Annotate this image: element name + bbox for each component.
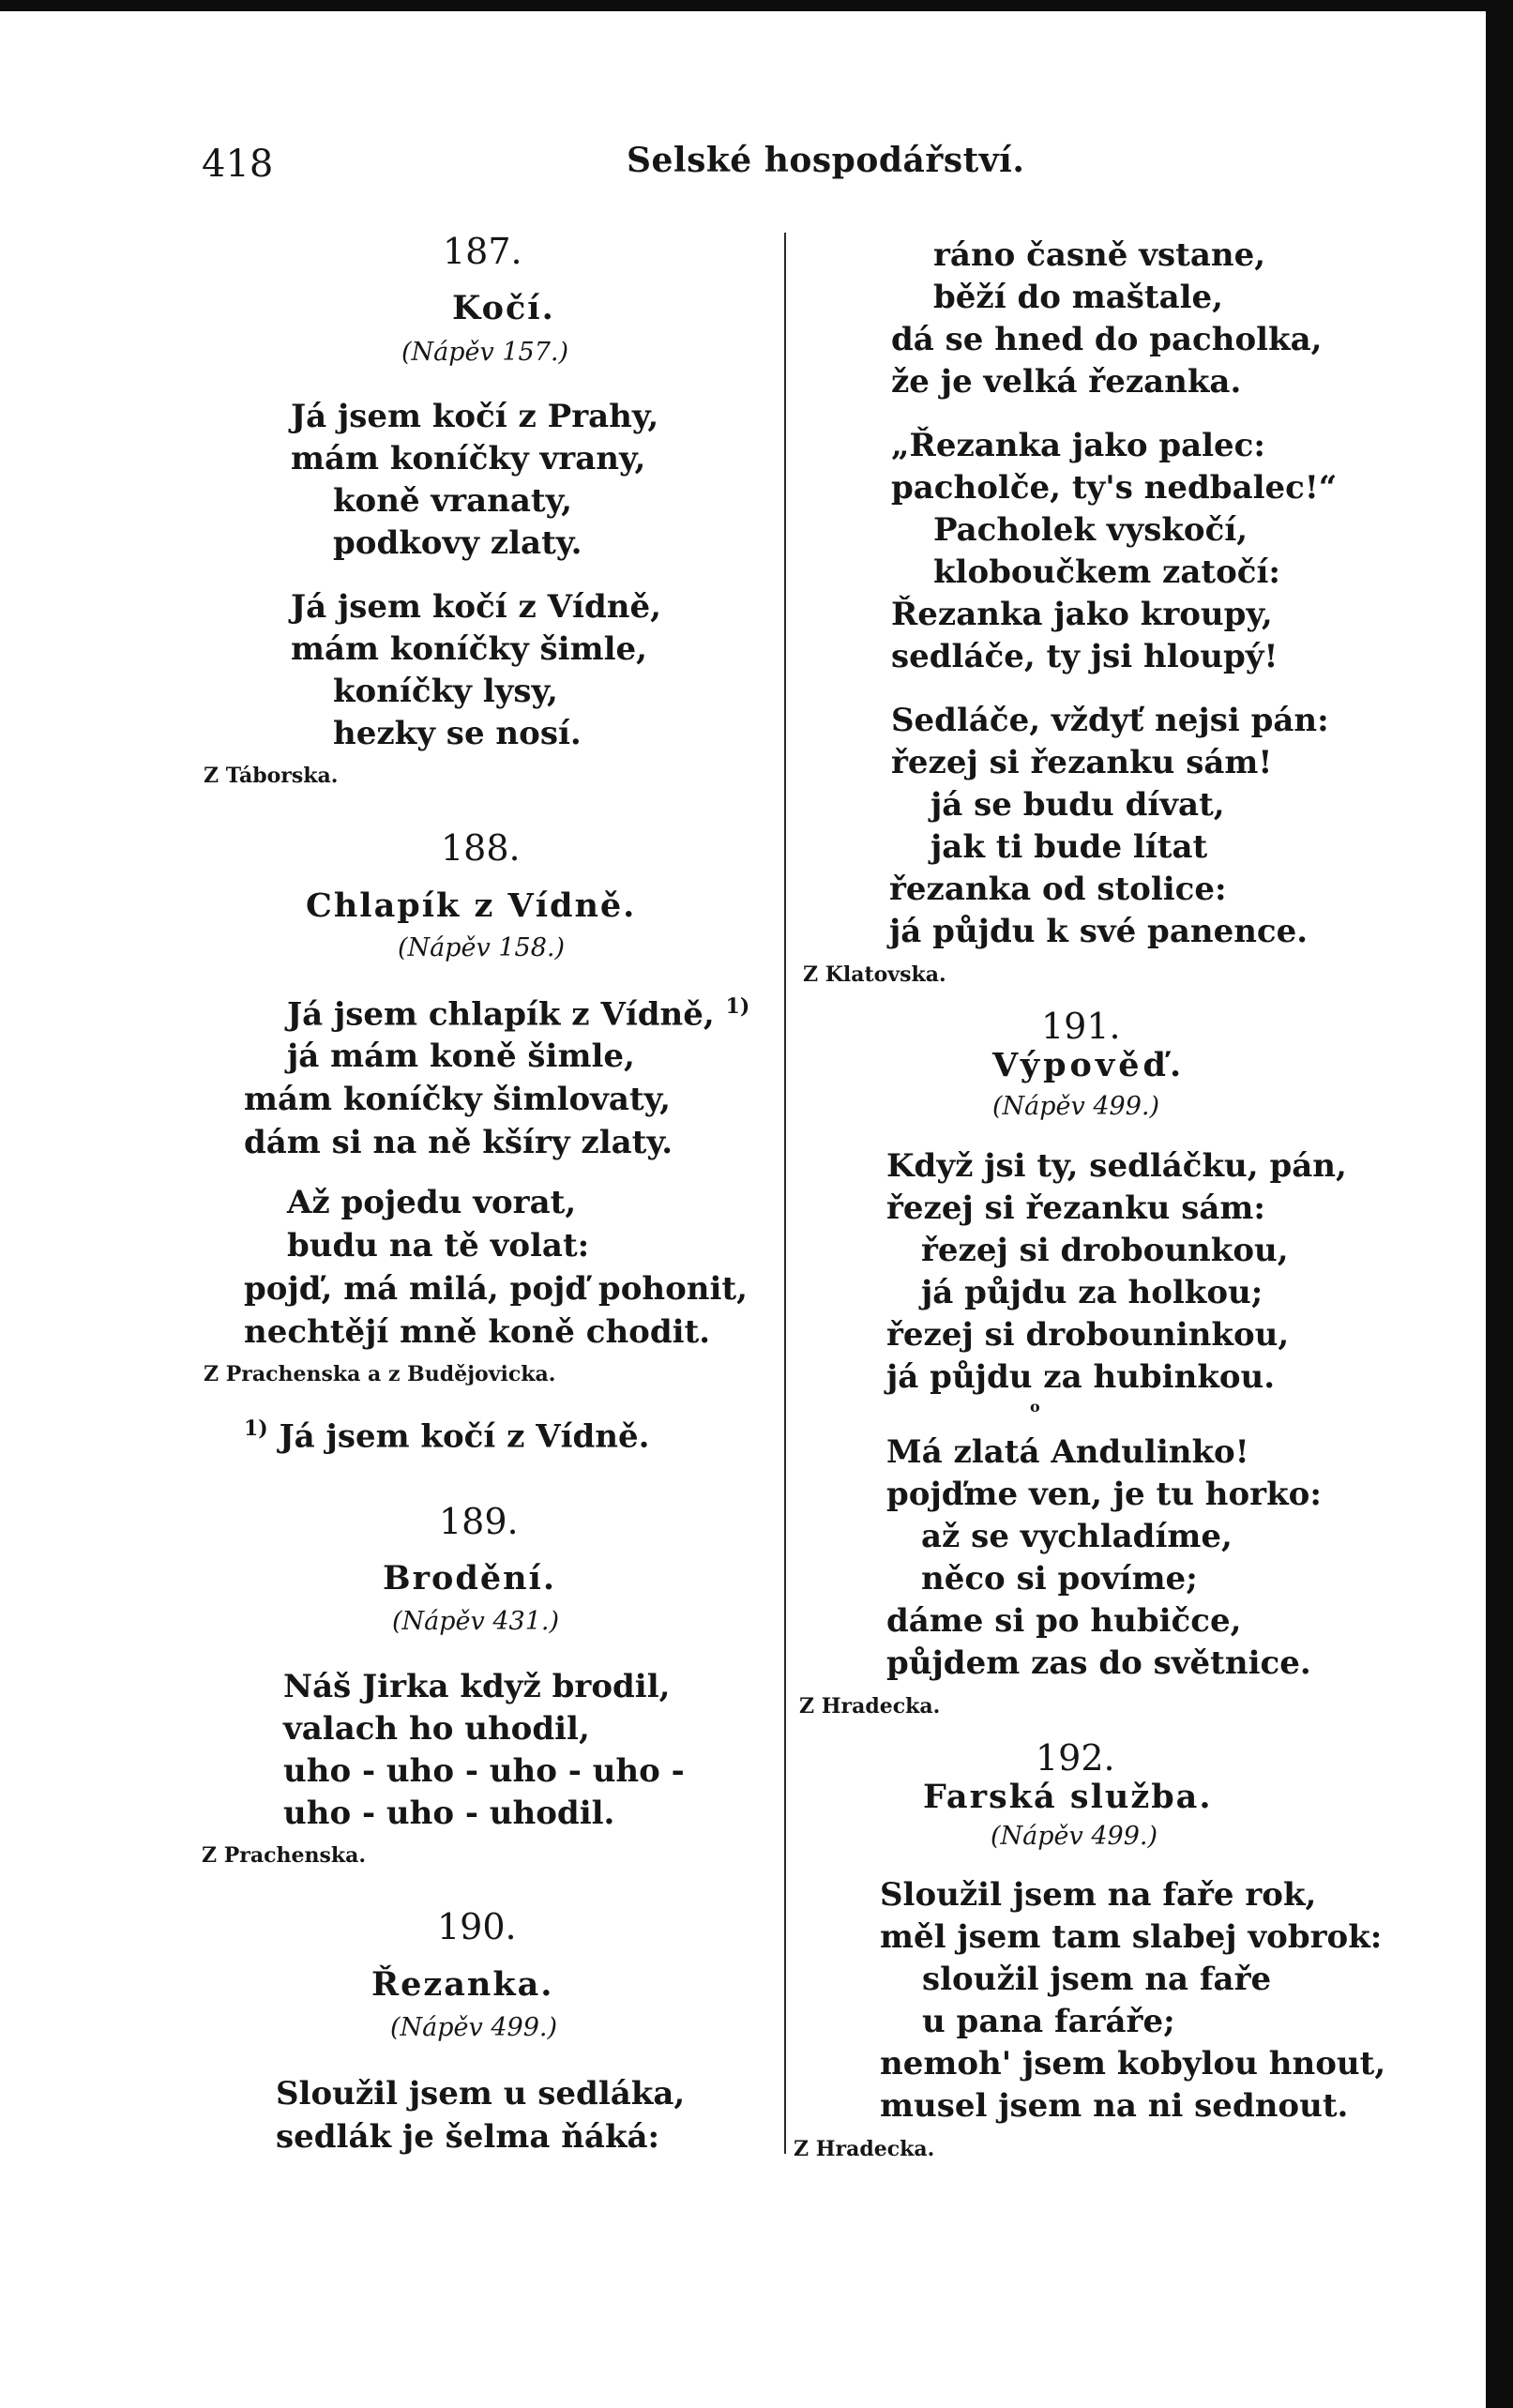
verse-line: koně vranaty, [333,482,572,520]
verse-line: podkovy zlaty. [333,524,583,562]
verse-line: valach ho uhodil, [283,1710,590,1748]
song-number: 189. [439,1501,519,1542]
verse-line: jak ti bude lítat [930,828,1208,866]
verse-line: Až pojedu vorat, [287,1184,577,1221]
verse-line: budu na tě volat: [287,1227,590,1265]
verse-line: mám koníčky vrany, [291,440,646,477]
verse-line: Náš Jirka když brodil, [283,1668,671,1705]
melody-reference: (Nápěv 499.) [991,1822,1158,1851]
verse-line: ráno časně vstane, [933,236,1266,274]
scan-border-right [1486,0,1513,2408]
verse-line: Sloužil jsem na faře rok, [880,1876,1317,1914]
verse-line: dá se hned do pacholka, [891,321,1323,358]
page-number: 418 [202,143,274,186]
verse-line: sloužil jsem na faře [922,1961,1272,1998]
song-title: Farská služba. [923,1778,1213,1816]
verse-line: musel jsem na ni sednout. [880,2087,1349,2125]
verse-line: až se vychladíme, [921,1518,1233,1555]
verse-line: půjdem zas do světnice. [886,1644,1311,1682]
verse-line: řezej si drobouninkou, [886,1316,1290,1354]
song-number: 191. [1041,1006,1121,1047]
verse-line: Sedláče, vždyť nejsi pán: [891,702,1329,739]
verse-line: řezej si drobounkou, [921,1232,1289,1269]
footnote-text: Já jsem kočí z Vídně. [279,1417,650,1456]
verse-line: řezej si řezanku sám! [891,744,1273,781]
verse-line: pojď, má milá, pojď pohonit, [244,1270,748,1308]
verse-line: Pacholek vyskočí, [933,511,1248,549]
verse-line: Řezanka jako kroupy, [891,596,1273,633]
origin-region: Z Prachenska. [202,1843,367,1868]
scan-border-top [0,0,1513,11]
melody-reference: (Nápěv 158.) [398,933,566,962]
song-number: 192. [1036,1737,1115,1779]
melody-reference: (Nápěv 499.) [390,2013,558,2042]
verse-text: Já jsem chlapík z Vídně, [287,995,715,1034]
song-title: Řezanka. [371,1965,554,2004]
verse-line: nechtějí mně koně chodit. [244,1313,711,1351]
verse-line: já půjdu za holkou; [921,1274,1263,1311]
verse-line: dám si na ně kšíry zlaty. [244,1124,673,1161]
running-title: Selské hospodářství. [627,141,1025,180]
verse-line: mám koníčky šimle, [291,630,647,668]
song-title: Brodění. [383,1559,557,1598]
verse-line: já mám koně šimle, [287,1037,635,1075]
verse-line: „Řezanka jako palec: [891,427,1265,464]
verse-line: Já jsem kočí z Vídně, [291,588,661,626]
verse-line: pacholče, ty's nedbalec!“ [891,469,1338,507]
verse-line: Když jsi ty, sedláčku, pán, [886,1147,1347,1185]
origin-region: Z Hradecka. [799,1694,941,1719]
verse-line: sedláče, ty jsi hloupý! [891,638,1278,675]
origin-region: Z Hradecka. [794,2137,935,2161]
verse-line: uho - uho - uhodil. [283,1795,615,1832]
song-title: Chlapík z Vídně. [306,886,637,925]
column-rule [784,233,786,2154]
origin-region: Z Prachenska a z Budějovicka. [204,1362,556,1386]
verse-line: já se budu dívat, [930,786,1225,824]
song-number: 188. [441,827,521,869]
verse-line: Já jsem kočí z Prahy, [291,398,659,435]
footnote-marker: 1) [244,1416,268,1441]
verse-line: řezanka od stolice: [889,871,1227,908]
melody-reference: (Nápěv 431.) [392,1607,560,1636]
song-number: 190. [437,1906,517,1947]
melody-reference: (Nápěv 157.) [401,338,569,367]
verse-line: uho - uho - uho - uho - [283,1752,685,1790]
verse-line: pojďme ven, je tu horko: [886,1476,1322,1513]
origin-region: Z Klatovska. [803,962,946,987]
song-title: Kočí. [452,289,555,327]
verse-line: u pana faráře; [922,2003,1175,2040]
verse-line: řezej si řezanku sám: [886,1189,1265,1227]
verse-line: mám koníčky šimlovaty, [244,1081,671,1118]
verse-line: Má zlatá Andulinko! [886,1433,1249,1471]
verse-line: nemoh' jsem kobylou hnout, [880,2045,1386,2082]
verse-line: já půjdu k své panence. [889,913,1309,950]
verse-line: já půjdu za hubinkou. [886,1358,1276,1396]
verse-line: kloboučkem zatočí: [933,553,1280,591]
verse-line: běží do maštale, [933,279,1224,316]
verse-line: hezky se nosí. [333,715,582,752]
footnote [244,1416,650,1455]
footnote-marker: 1) [725,994,750,1019]
song-title: Výpověď. [992,1046,1186,1084]
verse-line: něco si povíme; [921,1560,1198,1598]
verse-line: koníčky lysy, [333,673,558,710]
verse-line: Sloužil jsem u sedláka, [276,2075,686,2113]
stanza-separator: o [1030,1398,1040,1416]
verse-line: že je velká řezanka. [891,363,1242,401]
verse-line [287,994,749,1033]
verse-line: sedlák je šelma ňáká: [276,2118,660,2156]
verse-line: měl jsem tam slabej vobrok: [880,1918,1383,1956]
origin-region: Z Táborska. [204,764,339,788]
song-number: 187. [443,231,522,272]
melody-reference: (Nápěv 499.) [992,1092,1160,1121]
verse-line: dáme si po hubičce, [886,1602,1242,1640]
